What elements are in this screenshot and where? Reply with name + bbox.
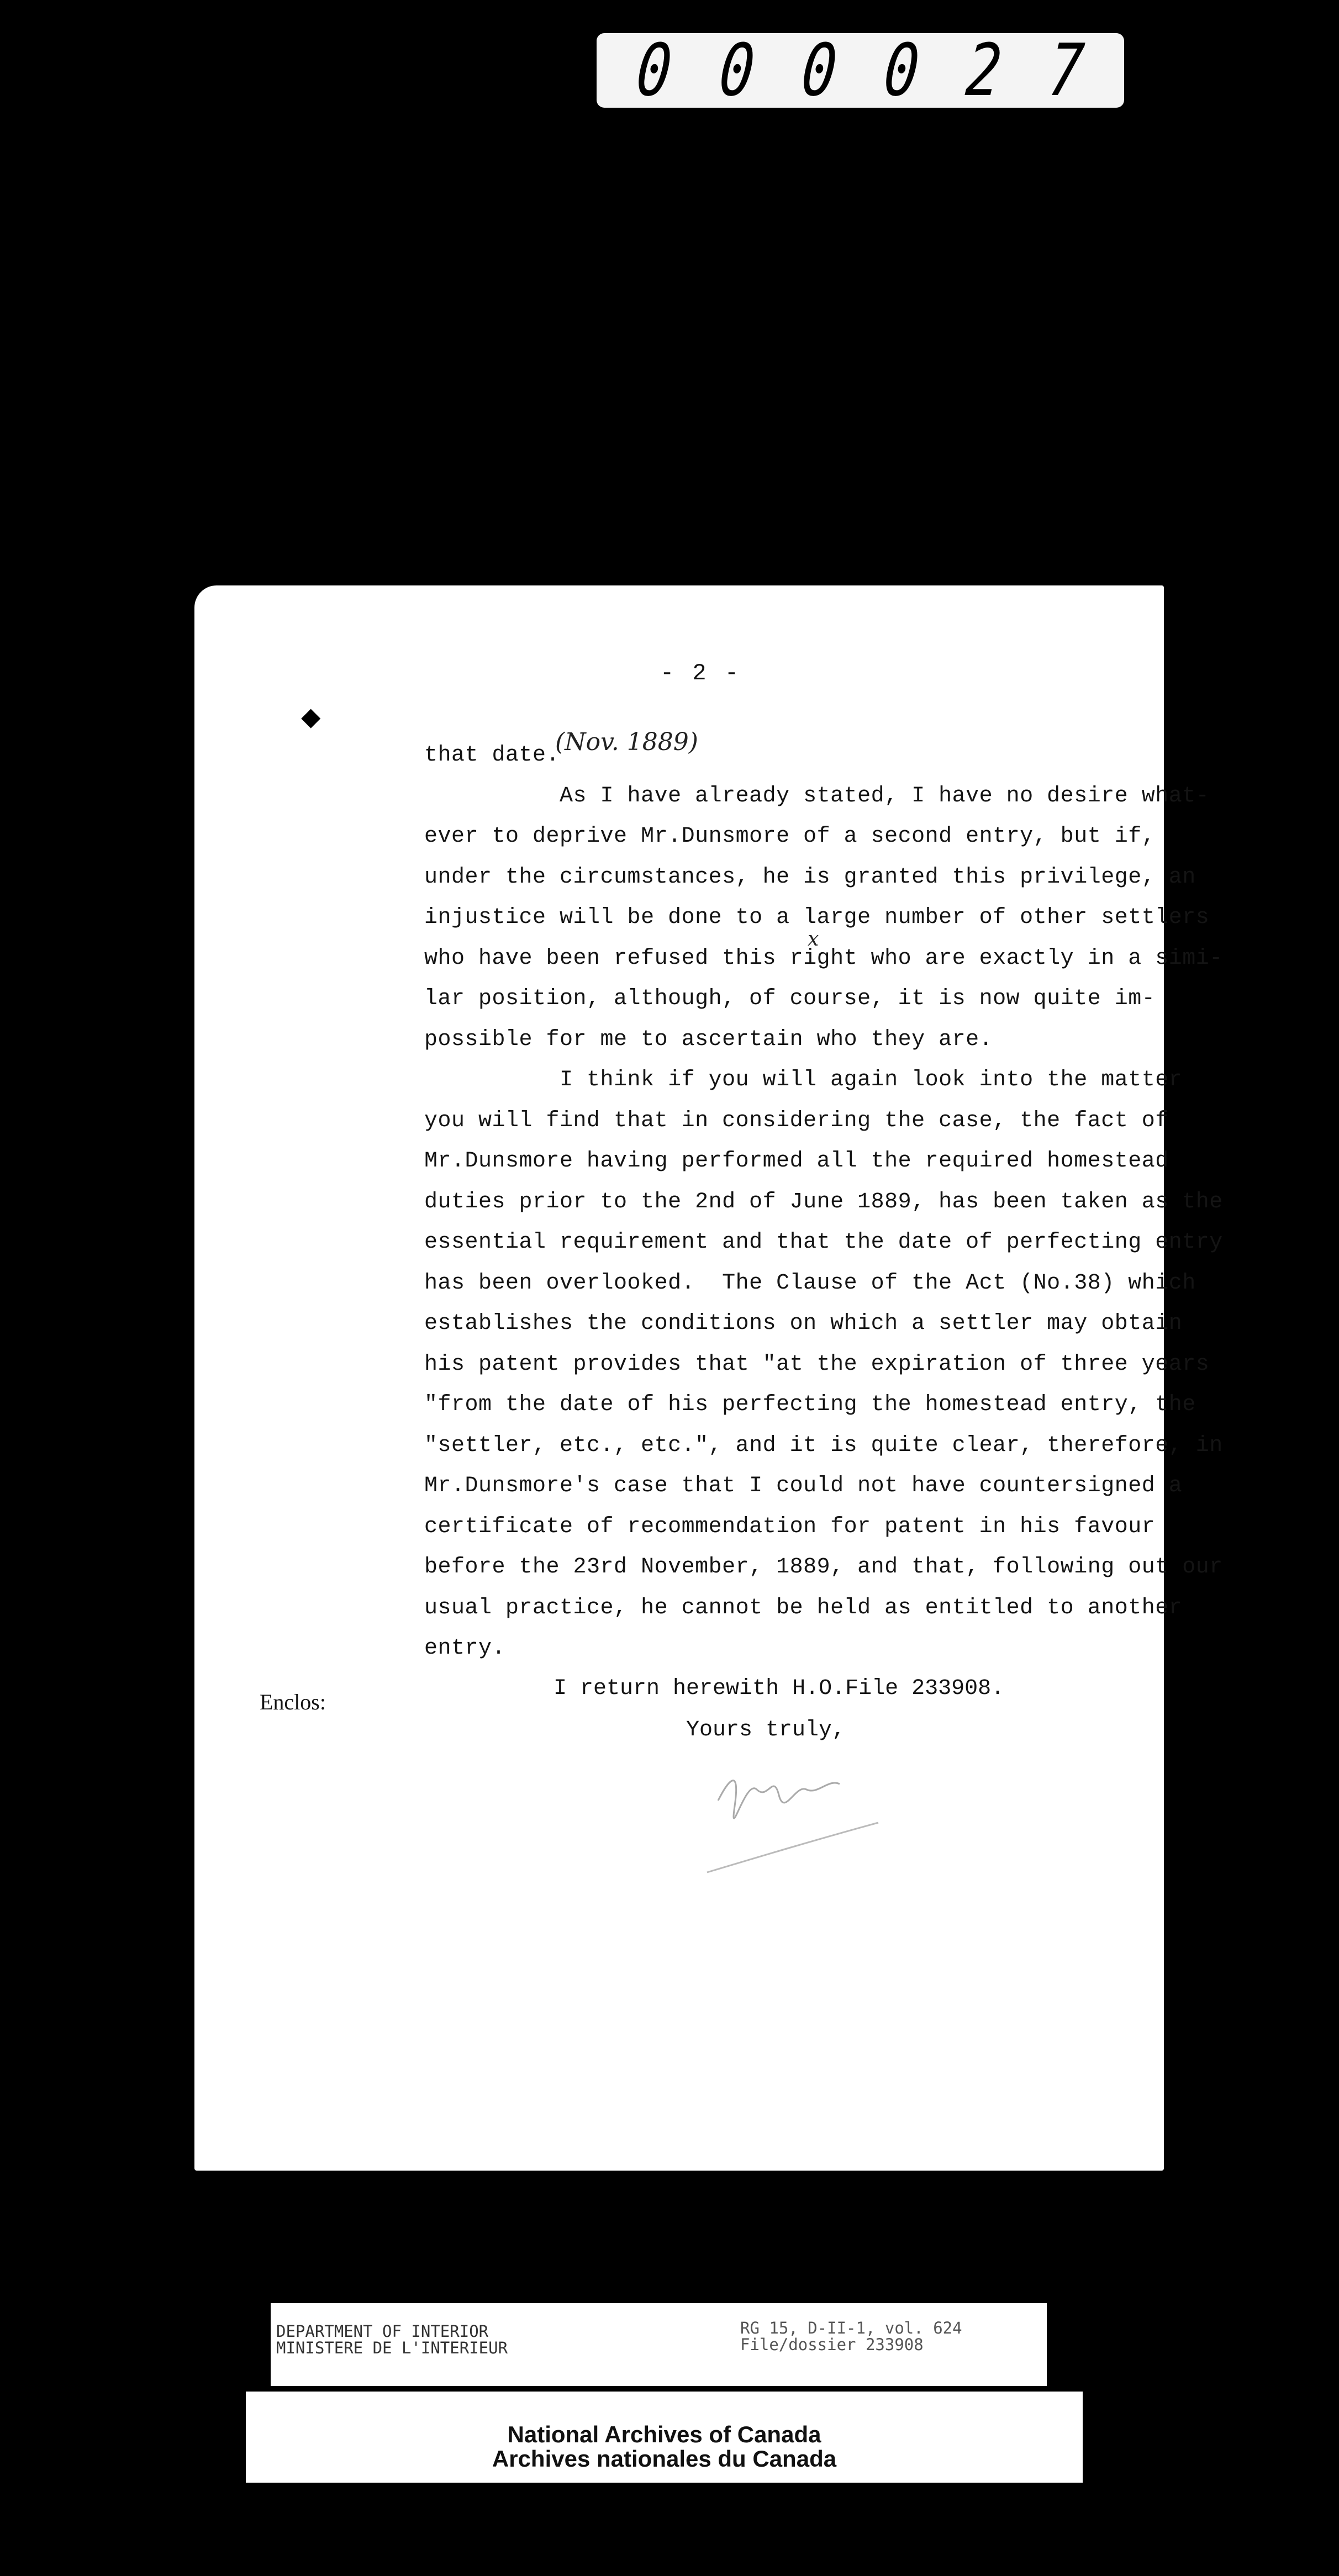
stamp-digit: 0 [798,28,840,112]
archives-name-fr: Archives nationales du Canada [492,2446,837,2472]
letter-line: lar position, although, of course, it is now quite im- [424,986,1156,1011]
letter-line: injustice will be done to a large number of other settlers [424,905,1210,930]
letter-line: you will find that in considering the case, the fact of [424,1108,1169,1133]
letter-line: possible for me to ascertain who they are. [424,1027,993,1052]
letter-line: As I have already stated, I have no desire what- [424,783,1210,809]
letter-line: ever to deprive Mr.Dunsmore of a second entry, but if, [424,824,1156,849]
letter-line: duties prior to the 2nd of June 1889, has been taken as the [424,1189,1223,1215]
frame-number-stamp [597,28,1124,112]
file-number: File/dossier 233908 [740,2335,924,2354]
letter-line: "from the date of his perfecting the homestead entry, the [424,1392,1196,1417]
return-line: I return herewith H.O.File 233908. [553,1676,1005,1701]
archives-name-en: National Archives of Canada [507,2421,821,2447]
stamp-digit: 2 [963,28,1005,112]
stamp-digit: 0 [716,28,758,112]
letter-page [194,585,1164,2171]
letter-line: has been overlooked. The Clause of the Act (No.38) which [424,1270,1196,1296]
letter-line: under the circumstances, he is granted this privilege, an [424,864,1196,890]
department-en: DEPARTMENT OF INTERIOR [276,2322,489,2341]
letter-line: establishes the conditions on which a settler may obtain [424,1311,1183,1336]
archives-name-label [246,2392,1083,2483]
letter-line: that date. [424,743,560,768]
enclosure-label: Enclos: [260,1690,326,1714]
letter-line: who have been refused this right who are exactly in a simi- [424,946,1223,971]
letter-line: before the 23rd November, 1889, and that, following out our [424,1555,1223,1580]
department-fr: MINISTERE DE L'INTERIEUR [276,2339,508,2357]
letter-line: entry. [424,1636,506,1661]
letter-line: I think if you will again look into the matter [424,1068,1183,1092]
stamp-digit: 0 [881,28,922,112]
letter-line: Mr.Dunsmore having performed all the required homestead [424,1149,1169,1174]
letter-line: "settler, etc., etc.", and it is quite clear, therefore, in [424,1433,1223,1458]
reference-number: RG 15, D-II-1, vol. 624 [740,2319,962,2337]
handwritten-note: (Nov. 1889) [555,728,698,756]
letter-line: essential requirement and that the date of perfecting entry [424,1230,1223,1255]
signature-image [696,1756,906,1883]
archive-reference-label [271,2303,1047,2386]
stamp-digit: 0 [633,28,676,112]
letter-line: certificate of recommendation for patent in his favour [424,1514,1156,1539]
stamp-digit: 7 [1045,28,1088,112]
page-number: - 2 - [660,660,741,687]
insertion-mark: x [808,928,819,951]
letter-line: Mr.Dunsmore's case that I could not have countersigned a [424,1474,1183,1498]
letter-line: his patent provides that "at the expiration of three years [424,1352,1210,1377]
letter-line: usual practice, he cannot be held as entitled to another [424,1595,1183,1620]
punch-mark-icon: ◆ [301,701,321,731]
closing: Yours truly, [686,1718,846,1743]
